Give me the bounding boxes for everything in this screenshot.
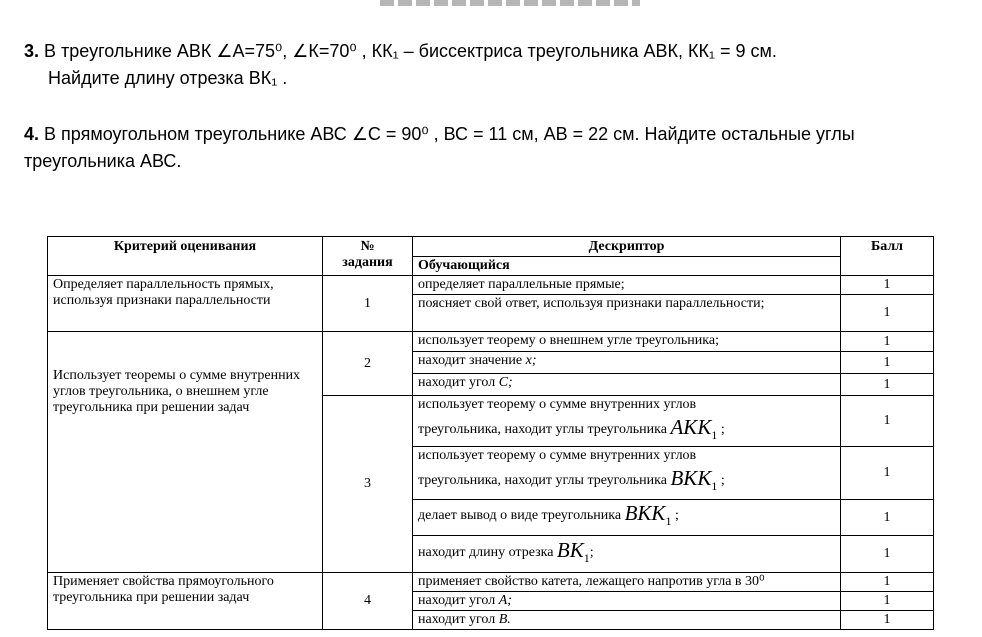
header-row [48,237,934,257]
task-3-text: В треугольнике АВК ∠А=75⁰, ∠К=70⁰ , КК₁ – биссектриса треугольника АВК, КК₁ = 9 см. [44,41,777,61]
score-cell: 1 [841,295,934,332]
descriptor-variable: x; [525,353,537,368]
task-4-text: В прямоугольном треугольнике АВС ∠С = 90⁰ , ВС = 11 см, АВ = 22 см. Найдите остальные углы [44,124,855,144]
descriptor-cell: поясняет свой ответ, используя признаки параллельности; [413,295,841,332]
task-3-number: 3. [24,41,40,61]
task-number-cell: 1 [323,276,413,332]
descriptor-variable: C; [498,375,513,390]
score-header: Балл [841,237,934,276]
task-3-question: Найдите длину отрезка ВК₁ . [48,68,288,88]
descriptor-text: использует теорему о сумме внутренних углов [418,397,697,412]
formula [670,415,718,443]
descriptor-text: находит значение [418,353,523,368]
descriptor-text: делает вывод о виде треугольника [418,508,622,524]
descriptor-cell [413,352,841,374]
task-4 [24,121,855,175]
descriptor-text: находит угол [418,375,496,390]
descriptor-cell [413,447,841,500]
formula-subscript: 1 [583,551,590,566]
task-3 [24,38,777,92]
formula-main: BKK [624,501,666,526]
descriptor-text: находит длину отрезка [418,544,554,560]
formula [624,501,672,529]
descriptor-cell [413,611,841,630]
score-cell: 1 [841,447,934,500]
descriptor-cell [413,396,841,447]
table-row [48,573,934,592]
descriptor-tail: ; [674,508,679,524]
formula-main: BKK [670,466,712,490]
score-cell: 1 [841,276,934,295]
task-4-text-continued: треугольника АВС. [24,151,182,171]
task-number-cell: 4 [323,573,413,630]
descriptor-text: находит угол [418,612,496,627]
descriptor-variable: A; [498,593,512,608]
learner-header: Обучающийся [413,257,841,276]
descriptor-tail: ; [720,473,725,488]
assessment-criteria-table [47,236,934,630]
descriptor-cell: определяет параллельные прямые; [413,276,841,295]
score-cell: 1 [841,396,934,447]
table-row [48,276,934,295]
descriptor-variable: B. [498,612,511,627]
formula-subscript: 1 [711,479,718,494]
criterion-cell: Применяет свойства прямоугольного треугольника при решении задач [48,573,323,630]
descriptor-text: находит угол [418,593,496,608]
score-cell: 1 [841,573,934,592]
criterion-text: Использует теоремы о сумме внутренних углов треугольника, о внешнем угле треугольника при решении задач [53,368,301,415]
score-cell: 1 [841,500,934,536]
formula-main: BK [556,537,584,562]
descriptor-cell [413,592,841,611]
score-cell: 1 [841,536,934,573]
descriptor-cell: использует теорему о внешнем угле треугольника; [413,332,841,352]
formula [556,537,590,566]
descriptor-tail: ; [720,422,725,437]
formula [670,466,718,494]
criterion-cell: Определяет параллельность прямых, используя признаки параллельности [48,276,323,332]
descriptor-cell [413,500,841,536]
descriptor-cell [413,374,841,396]
score-cell: 1 [841,374,934,396]
score-cell: 1 [841,611,934,630]
task-number-header-symbol: № [360,239,375,254]
task-number-cell: 3 [323,396,413,573]
criterion-cell [48,332,323,573]
formula-subscript: 1 [665,514,672,529]
formula-subscript: 1 [711,428,718,443]
cropped-heading-remnant [380,0,640,6]
descriptor-tail: ; [589,544,594,560]
task-number-cell: 2 [323,332,413,396]
task-number-header-label: задания [342,255,393,270]
descriptor-text: треугольника, находит углы треугольника [418,422,667,437]
descriptor-text: использует теорему о сумме внутренних углов [418,448,697,463]
score-cell: 1 [841,352,934,374]
criterion-header: Критерий оценивания [48,237,323,276]
descriptor-cell: применяет свойство катета, лежащего напротив угла в 30⁰ [413,573,841,592]
score-cell: 1 [841,332,934,352]
task-4-number: 4. [24,124,40,144]
task-number-header [323,237,413,276]
score-cell: 1 [841,592,934,611]
table-row [48,332,934,352]
formula-main: AKK [670,415,712,439]
descriptor-cell [413,536,841,573]
descriptor-text: треугольника, находит углы треугольника [418,473,667,488]
descriptor-header: Дескриптор [413,237,841,257]
